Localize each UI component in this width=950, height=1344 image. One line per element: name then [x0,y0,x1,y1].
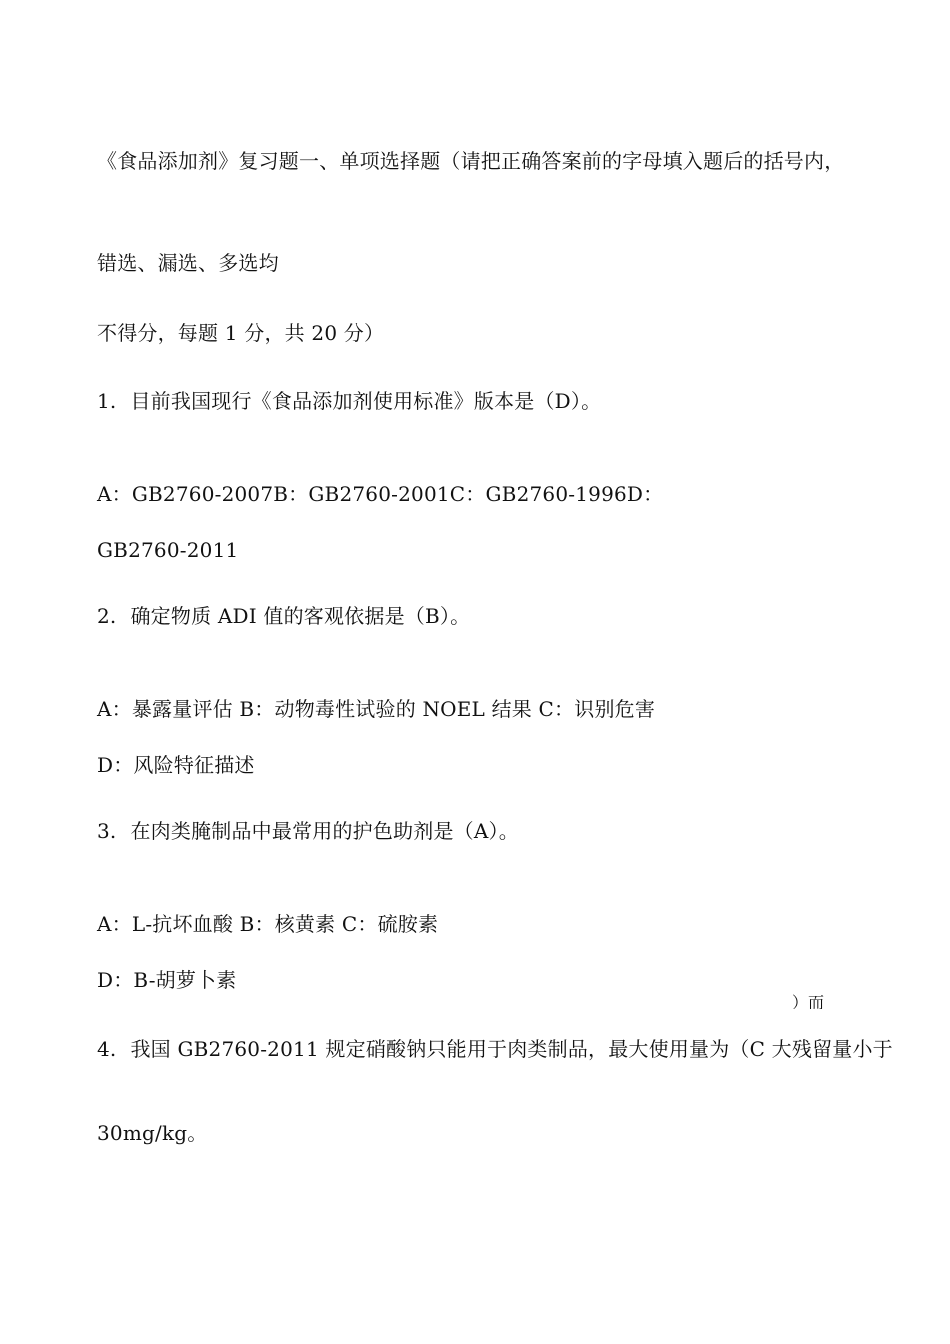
question-3-options-line-1: A：L-抗坏血酸 B：核黄素 C：硫胺素 [97,912,439,936]
question-3-options-line-2: D：B-胡萝卜素 [97,968,237,992]
question-1-options-line-1: A：GB2760-2007B：GB2760-2001C：GB2760-1996D： [97,482,664,506]
section-title-line-2: 错选、漏选、多选均 [97,251,279,275]
question-1 [97,388,601,414]
question-4-number: 4. [97,1037,117,1061]
question-4-stray-text: ）而 [792,993,825,1009]
question-1-stem: 目前我国现行《食品添加剂使用标准》版本是（D）。 [130,389,602,413]
question-2-number: 2. [97,604,117,628]
question-4 [97,1036,893,1062]
question-4-stem: 我国 GB2760-2011 规定硝酸钠只能用于肉类制品，最大使用量为（C 大残留量小于 [130,1037,893,1061]
question-3-number: 3. [97,819,117,843]
section-title-line-3: 不得分，每题 1 分，共 20 分） [97,321,385,345]
question-1-number: 1. [97,389,117,413]
question-3 [97,818,519,844]
question-1-options-line-2: GB2760-2011 [97,538,239,562]
question-2-options-line-2: D：风险特征描述 [97,753,255,777]
question-4-continuation: 30mg/kg。 [97,1121,208,1145]
question-3-stem: 在肉类腌制品中最常用的护色助剂是（A）。 [130,819,519,843]
question-2 [97,603,470,629]
question-2-options-line-1: A：暴露量评估 B：动物毒性试验的 NOEL 结果 C：识别危害 [97,697,656,721]
question-2-stem: 确定物质 ADI 值的客观依据是（B）。 [130,604,471,628]
section-title-line-1: 《食品添加剂》复习题一、单项选择题（请把正确答案前的字母填入题后的括号内， [97,149,845,173]
